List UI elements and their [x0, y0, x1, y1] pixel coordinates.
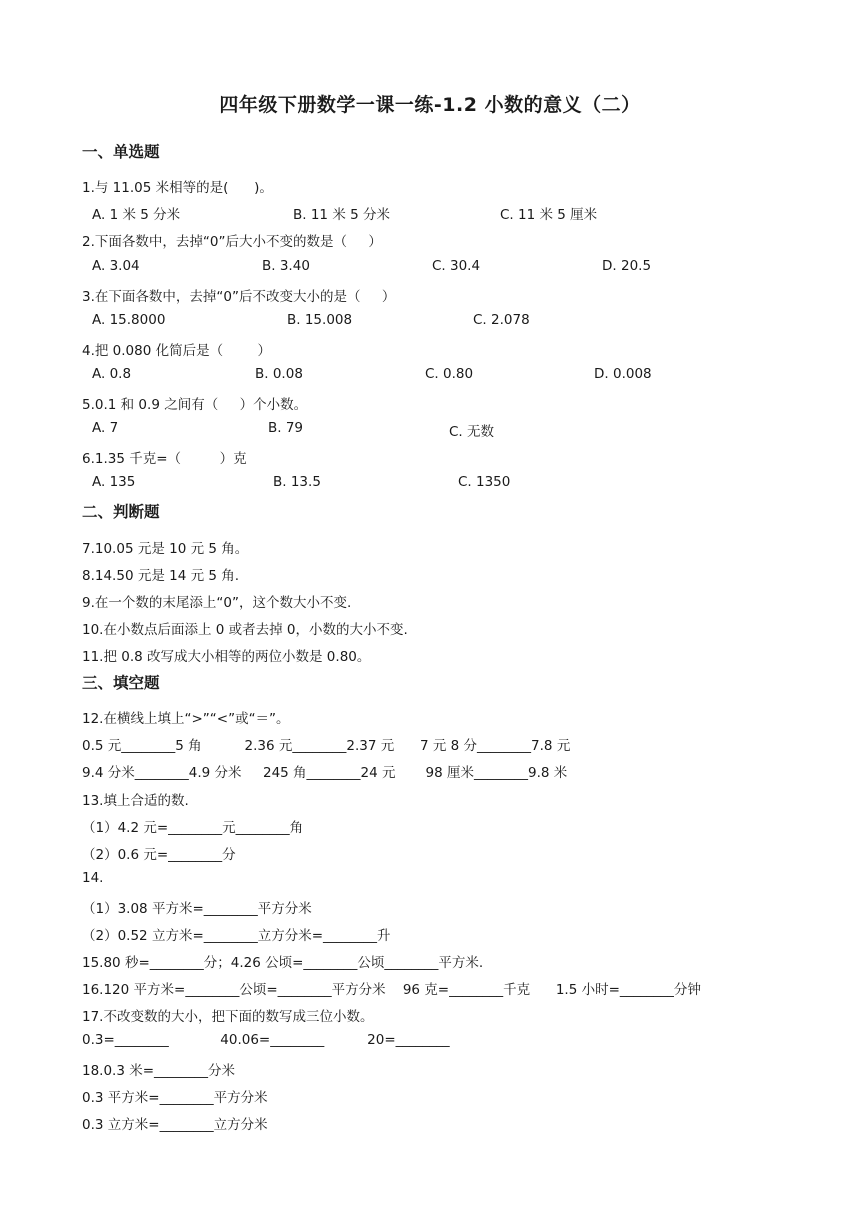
option-c: C. 1350	[458, 474, 511, 490]
question-14-part-1: （1）3.08 平方米=________平方分米	[82, 901, 312, 917]
options-5	[92, 420, 792, 440]
question-12: 12.在横线上填上“>”“<”或“＝”。	[82, 711, 290, 727]
options-2	[92, 258, 792, 278]
option-d: D. 0.008	[594, 366, 652, 382]
options-1	[92, 203, 792, 223]
option-b: B. 3.40	[262, 258, 310, 274]
question-9: 9.在一个数的末尾添上“0”，这个数大小不变.	[82, 595, 352, 611]
option-c: C. 11 米 5 厘米	[500, 207, 598, 223]
question-1: 1.与 11.05 米相等的是( )。	[82, 180, 273, 196]
option-d: D. 20.5	[602, 258, 652, 274]
question-13-part-2: （2）0.6 元=________分	[82, 847, 236, 863]
question-7: 7.10.05 元是 10 元 5 角。	[82, 541, 249, 557]
question-17: 17.不改变数的大小，把下面的数写成三位小数。	[82, 1009, 374, 1025]
document-title: 四年级下册数学一课一练-1.2 小数的意义（二）	[219, 94, 641, 116]
question-14-part-2: （2）0.52 立方米=________立方分米=________升	[82, 928, 391, 944]
question-15: 15.80 秒=________分；4.26 公顷=________公顷________平方米.	[82, 955, 484, 971]
question-14: 14.	[82, 870, 104, 886]
section-heading-true-false: 二、判断题	[82, 503, 160, 521]
option-b: B. 15.008	[287, 312, 353, 328]
question-18-row-3: 0.3 立方米=________立方分米	[82, 1117, 268, 1133]
option-c: C. 2.078	[473, 312, 530, 328]
question-12-row-1: 0.5 元________5 角 2.36 元________2.37 元 7 元 8 分________7.8 元	[82, 738, 571, 754]
section-heading-fill-blank: 三、填空题	[82, 674, 160, 692]
options-3	[92, 312, 792, 332]
question-8: 8.14.50 元是 14 元 5 角.	[82, 568, 240, 584]
option-c: C. 30.4	[432, 258, 481, 274]
option-a: A. 7	[92, 420, 119, 436]
option-b: B. 79	[268, 420, 304, 436]
question-16: 16.120 平方米=________公顷=________平方分米 96 克=________千克 1.5 小时=________分钟	[82, 982, 701, 998]
option-c: C. 0.80	[425, 366, 474, 382]
question-18-row-2: 0.3 平方米=________平方分米	[82, 1090, 268, 1106]
option-a: A. 135	[92, 474, 136, 490]
question-5: 5.0.1 和 0.9 之间有（ ）个小数。	[82, 397, 308, 413]
question-2: 2.下面各数中，去掉“0”后大小不变的数是（ ）	[82, 234, 382, 250]
option-c: C. 无数	[449, 424, 495, 440]
option-b: B. 13.5	[273, 474, 321, 490]
question-6: 6.1.35 千克=（ ）克	[82, 451, 247, 467]
question-10: 10.在小数点后面添上 0 或者去掉 0，小数的大小不变.	[82, 622, 408, 638]
section-heading-single-choice: 一、单选题	[82, 143, 160, 161]
option-a: A. 15.8000	[92, 312, 166, 328]
question-4: 4.把 0.080 化简后是（ ）	[82, 343, 271, 359]
options-4	[92, 366, 792, 386]
option-b: B. 0.08	[255, 366, 303, 382]
question-3: 3.在下面各数中，去掉“0”后不改变大小的是（ ）	[82, 289, 396, 305]
question-17-row: 0.3=________ 40.06=________ 20=________	[82, 1032, 450, 1048]
question-13-part-1: （1）4.2 元=________元________角	[82, 820, 304, 836]
options-6	[92, 474, 792, 494]
option-a: A. 3.04	[92, 258, 140, 274]
question-12-row-2: 9.4 分米________4.9 分米 245 角________24 元 98 厘米________9.8 米	[82, 765, 568, 781]
option-a: A. 1 米 5 分米	[92, 207, 181, 223]
option-a: A. 0.8	[92, 366, 132, 382]
question-11: 11.把 0.8 改写成大小相等的两位小数是 0.80。	[82, 649, 371, 665]
option-b: B. 11 米 5 分米	[293, 207, 390, 223]
question-18: 18.0.3 米=________分米	[82, 1063, 236, 1079]
question-13: 13.填上合适的数.	[82, 793, 189, 809]
